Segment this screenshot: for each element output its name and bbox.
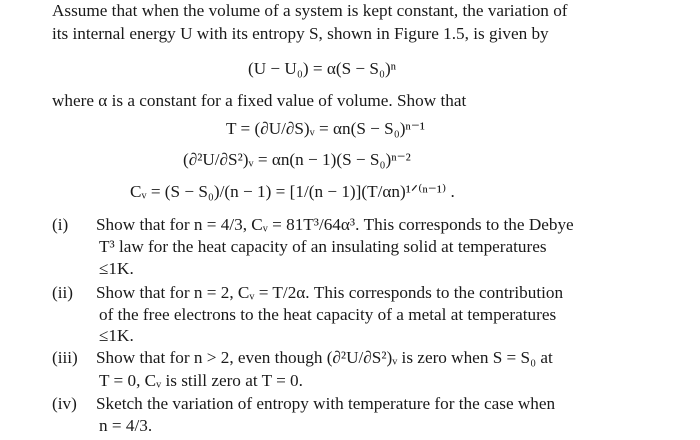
part-iv	[52, 393, 555, 415]
part-i-line-2: T³ law for the heat capacity of an insulating solid at temperatures	[99, 237, 547, 256]
part-line: Show that for n = 2, Cᵥ = T/2α. This corresponds to the contribution	[96, 283, 564, 302]
part-i-line-3: ≤1K.	[99, 259, 134, 278]
part-number: (ii)	[52, 283, 73, 302]
where-line: where α is a constant for a fixed value of volume. Show that	[52, 91, 467, 110]
equation-second-derivative: (∂²U/∂S²)ᵥ = αn(n − 1)(S − S₀)ⁿ⁻²	[183, 150, 411, 169]
part-line: Sketch the variation of entropy with temperature for the case when	[96, 394, 556, 413]
part-iii-line-2: T = 0, Cᵥ is still zero at T = 0.	[99, 371, 303, 390]
part-iii	[52, 347, 553, 369]
part-line: Show that for n = 4/3, Cᵥ = 81T³/64α³. This corresponds to the Debye	[96, 215, 574, 234]
part-line: Show that for n > 2, even though (∂²U/∂S²)ᵥ is zero when S = S₀ at	[96, 348, 553, 367]
part-ii-line-3: ≤1K.	[99, 326, 134, 345]
equation-internal-energy: (U − U₀) = α(S − S₀)ⁿ	[248, 59, 397, 78]
intro-line-1: Assume that when the volume of a system is kept constant, the variation of	[52, 1, 568, 20]
equation-heat-capacity: Cᵥ = (S − S₀)/(n − 1) = [1/(n − 1)](T/αn)¹ᐟ⁽ⁿ⁻¹⁾ .	[130, 182, 455, 201]
part-ii-line-2: of the free electrons to the heat capacity of a metal at temperatures	[99, 305, 557, 324]
part-number: (i)	[52, 215, 69, 234]
part-iv-line-2: n = 4/3.	[99, 416, 153, 435]
intro-line-2: its internal energy U with its entropy S, shown in Figure 1.5, is given by	[52, 24, 549, 43]
part-number: (iii)	[52, 348, 78, 367]
part-i	[52, 214, 574, 236]
part-ii	[52, 282, 563, 304]
part-number: (iv)	[52, 394, 77, 413]
equation-temperature: T = (∂U/∂S)ᵥ = αn(S − S₀)ⁿ⁻¹	[226, 119, 426, 138]
